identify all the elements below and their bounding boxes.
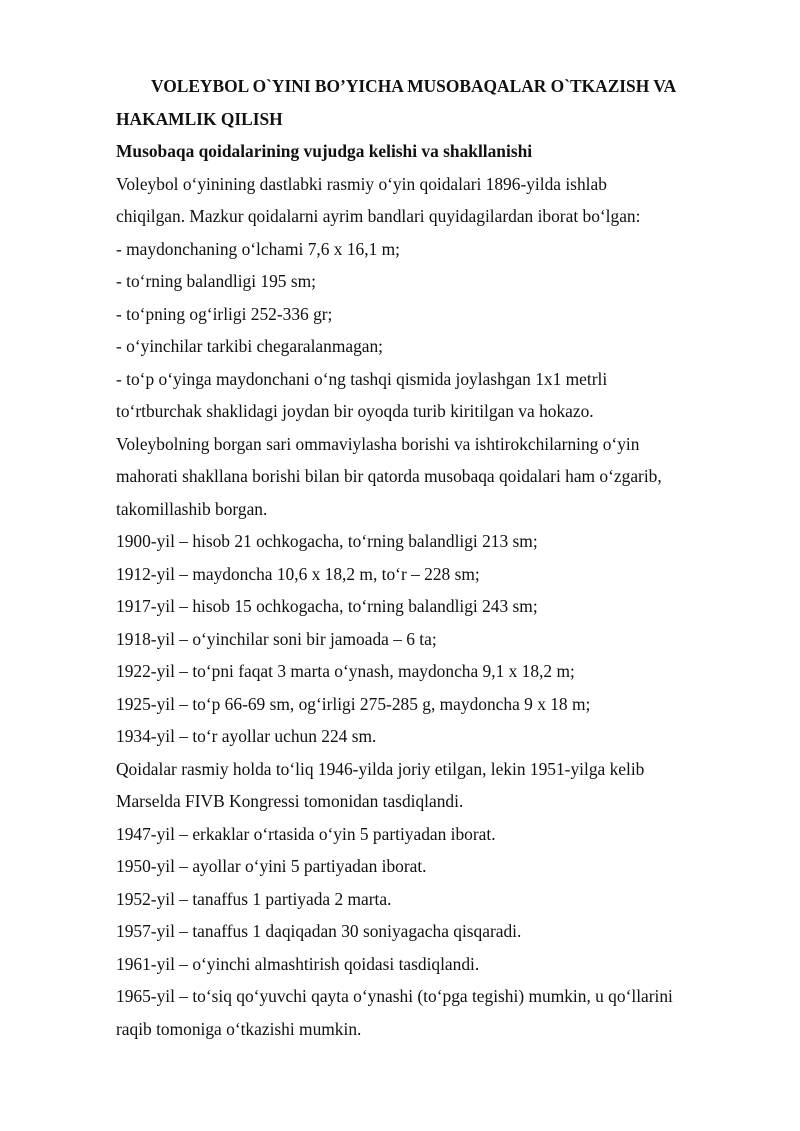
timeline-item: 1918-yil – o‘yinchilar soni bir jamoada – 6 ta; — [116, 628, 437, 649]
list-item: - o‘yinchilar tarkibi chegaralanmagan; — [116, 336, 384, 356]
timeline-item: 1965-yil – to‘siq qo‘yuvchi qayta o‘ynashi (to‘pga tegishi) mumkin, u qo‘llarini — [116, 986, 673, 1006]
timeline-item-continuation: raqib tomoniga o‘tkazishi mumkin. — [116, 1018, 362, 1039]
timeline-item: 1947-yil – erkaklar o‘rtasida o‘yin 5 partiyadan iborat. — [116, 823, 496, 844]
document-title-line-2: HAKAMLIK QILISH — [116, 108, 283, 129]
paragraph-line: Marselda FIVB Kongressi tomonidan tasdiqlandi. — [116, 791, 464, 811]
timeline-item: 1917-yil – hisob 15 ochkogacha, to‘rning balandligi 243 sm; — [116, 596, 538, 616]
list-item: - maydonchaning o‘lchami 7,6 x 16,1 m; — [116, 238, 400, 259]
document-page — [116, 70, 736, 1045]
paragraph-line: chiqilgan. Mazkur qoidalarni ayrim bandlari quyidagilardan iborat bo‘lgan: — [116, 206, 641, 226]
list-item: - to‘pning og‘irligi 252-336 gr; — [116, 303, 333, 324]
list-item: - to‘p o‘yinga maydonchani o‘ng tashqi qismida joylashgan 1x1 metrli — [116, 368, 608, 389]
timeline-item: 1912-yil – maydoncha 10,6 x 18,2 m, to‘r – 228 sm; — [116, 563, 480, 584]
timeline-item: 1950-yil – ayollar o‘yini 5 partiyadan iborat. — [116, 856, 427, 876]
timeline-item: 1952-yil – tanaffus 1 partiyada 2 marta. — [116, 888, 392, 909]
timeline-item: 1934-yil – to‘r ayollar uchun 224 sm. — [116, 726, 377, 746]
timeline-item: 1925-yil – to‘p 66-69 sm, og‘irligi 275-285 g, maydoncha 9 x 18 m; — [116, 693, 591, 714]
paragraph-line: mahorati shakllana borishi bilan bir qatorda musobaqa qoidalari ham o‘zgarib, — [116, 466, 662, 486]
timeline-item: 1961-yil – o‘yinchi almashtirish qoidasi tasdiqlandi. — [116, 953, 480, 974]
timeline-item: 1957-yil – tanaffus 1 daqiqadan 30 soniyagacha qisqaradi. — [116, 921, 522, 941]
paragraph-line: Qoidalar rasmiy holda to‘liq 1946-yilda joriy etilgan, lekin 1951-yilga kelib — [116, 758, 645, 779]
section-heading: Musobaqa qoidalarining vujudga kelishi va shakllanishi — [116, 141, 533, 161]
paragraph-line: takomillashib borgan. — [116, 498, 268, 519]
timeline-item: 1900-yil – hisob 21 ochkogacha, to‘rning balandligi 213 sm; — [116, 531, 538, 551]
timeline-item: 1922-yil – to‘pni faqat 3 marta o‘ynash, maydoncha 9,1 x 18,2 m; — [116, 661, 575, 681]
list-item-continuation: to‘rtburchak shaklidagi joydan bir oyoqda turib kiritilgan va hokazo. — [116, 401, 594, 421]
paragraph-line: Voleybol o‘yinining dastlabki rasmiy o‘yin qoidalari 1896-yilda ishlab — [116, 173, 607, 194]
paragraph-line: Voleybolning borgan sari ommaviylasha borishi va ishtirokchilarning o‘yin — [116, 433, 640, 454]
document-title-line-1: VOLEYBOL O`YINI BO’YICHA MUSOBAQALAR O`TKAZISH VA — [151, 76, 677, 96]
list-item: - to‘rning balandligi 195 sm; — [116, 271, 316, 291]
